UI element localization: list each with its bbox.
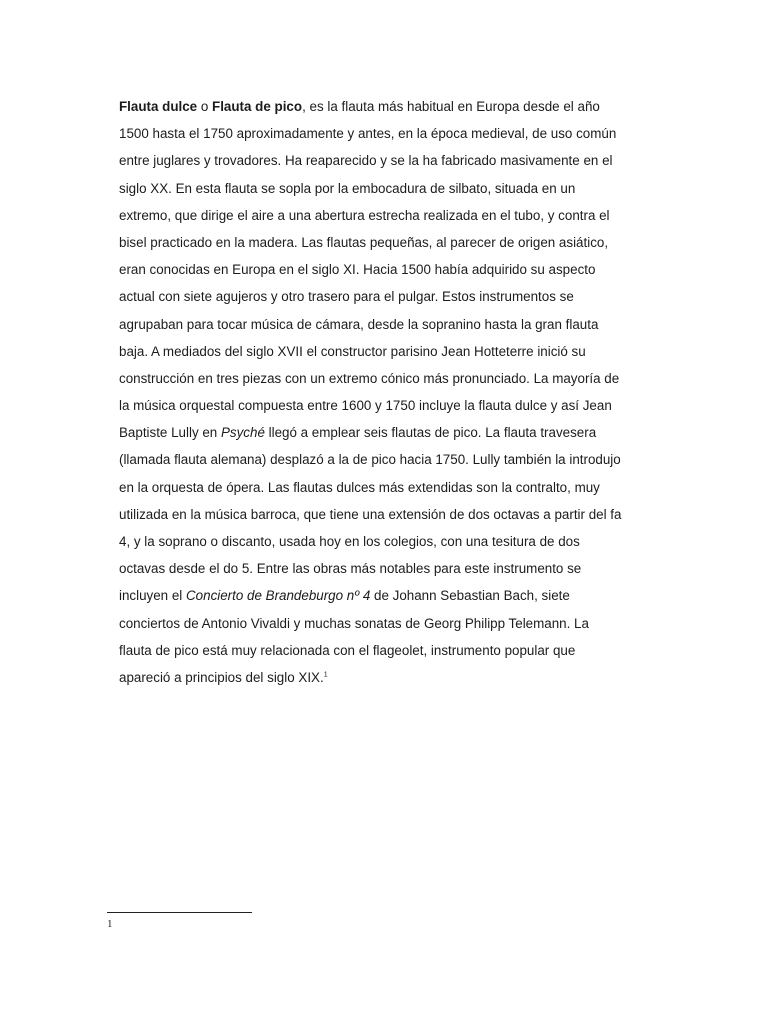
text-line [119,664,644,691]
footnote-marker: 1 [107,918,113,930]
text-line [119,528,644,555]
text-run: 4, y la soprano o discanto, usada hoy en los colegios, con una tesitura de dos [119,534,580,549]
text-run: llegó a emplear seis flautas de pico. La flauta travesera [264,425,597,441]
text-line [119,229,644,256]
text-run: Baptiste Lully en [119,425,221,441]
text-line [119,311,644,338]
text-run: la música orquestal compuesta entre 1600 y 1750 incluye la flauta dulce y así Jean [119,398,612,414]
italic-title: Psyché [220,425,265,441]
text-line [119,419,644,446]
text-line [119,338,644,365]
text-run: conciertos de Antonio Vivaldi y muchas sonatas de Georg Philipp Telemann. La [119,615,589,631]
text-run: incluyen el [119,588,186,604]
text-run: (llamada flauta alemana) desplazó a la de pico hacia 1750. Lully también la introdujo [119,452,621,468]
footnote-reference: 1 [323,671,328,679]
text-line [119,582,644,609]
text-run: siglo XX. En esta flauta se sopla por la embocadura de silbato, situada en un [119,180,576,196]
text-line [119,474,644,501]
text-run: entre juglares y trovadores. Ha reaparecido y se la ha fabricado masivamente en el [119,153,613,169]
text-line [119,256,644,283]
text-run: construcción en tres piezas con un extremo cónico más pronunciado. La mayoría de [119,370,620,386]
text-line [119,93,644,120]
bold-term: Flauta de pico [212,99,303,114]
text-line [119,392,644,419]
text-run: , es la flauta más habitual en Europa desde el año [302,99,600,114]
text-line [119,637,644,664]
text-run: baja. A mediados del siglo XVII el constructor parisino Jean Hotteterre inició su [119,343,586,359]
text-line [119,446,644,473]
italic-title: Concierto de Brandeburgo nº 4 [186,588,371,604]
text-run: o [197,99,213,114]
text-line [119,365,644,392]
text-line [119,147,644,174]
text-line [119,501,644,528]
footnote-separator [107,912,252,913]
text-run: en la orquesta de ópera. Las flautas dulces más extendidas son la contralto, muy [119,479,600,495]
text-run: apareció a principios del siglo XIX. [119,669,324,685]
text-run: bisel practicado en la madera. Las flautas pequeñas, al parecer de origen asiático, [119,234,609,250]
text-line [119,175,644,202]
text-run: 1500 hasta el 1750 aproximadamente y antes, en la época medieval, de uso común [119,126,617,142]
text-run: flauta de pico está muy relacionada con el flageolet, instrumento popular que [119,642,576,658]
text-run: agrupaban para tocar música de cámara, desde la sopranino hasta la gran flauta [119,316,599,332]
text-run: octavas desde el do 5. Entre las obras más notables para este instrumento se [119,561,582,577]
text-run: extremo, que dirige el aire a una abertura estrecha realizada en el tubo, y contra el [119,207,610,223]
text-run: actual con siete agujeros y otro trasero para el pulgar. Estos instrumentos se [119,289,574,305]
text-run: utilizada en la música barroca, que tiene una extensión de dos octavas a partir del fa [119,506,622,522]
text-run: eran conocidas en Europa en el siglo XI. Hacia 1500 había adquirido su aspecto [119,262,596,278]
text-run: de Johann Sebastian Bach, siete [370,588,570,604]
body-paragraph [119,93,644,691]
bold-term: Flauta dulce [119,99,198,114]
text-line [119,283,644,310]
text-line [119,610,644,637]
text-line [119,202,644,229]
text-line [119,555,644,582]
text-line [119,120,644,147]
